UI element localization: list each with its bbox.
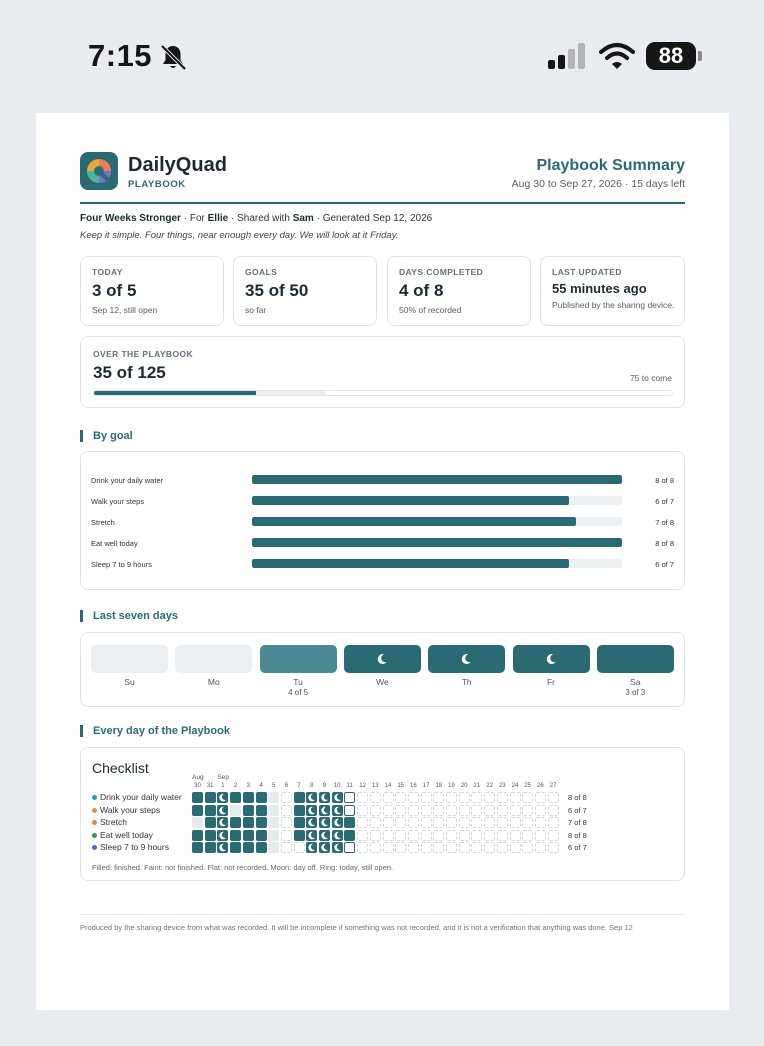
- day-cell: [522, 805, 533, 816]
- habit-dot: [92, 833, 97, 838]
- day-cell: [522, 842, 533, 853]
- day-cell: [421, 792, 432, 803]
- day-cell: [205, 817, 216, 828]
- day-cell: [535, 830, 546, 841]
- day-cell: [281, 830, 292, 841]
- checklist-title: Checklist: [92, 760, 149, 776]
- date-label: 10: [333, 783, 341, 789]
- stat-card-last-updated: LAST UPDATED 55 minutes ago Published by the sharing device.: [540, 256, 685, 326]
- day-cell: [548, 842, 559, 853]
- day-cell: [408, 805, 419, 816]
- day-cell: [459, 805, 470, 816]
- day-cell: [471, 830, 482, 841]
- date-label: 15: [397, 783, 405, 789]
- day-cell: [217, 805, 228, 816]
- by-goal-heading: By goal: [80, 430, 133, 442]
- day-cell: [484, 792, 495, 803]
- day-cell: [471, 817, 482, 828]
- day-cell: [205, 830, 216, 841]
- moon-icon: [545, 653, 557, 665]
- date-label: 14: [384, 783, 392, 789]
- overall-progress-bar: [93, 390, 673, 396]
- day-cell: [497, 842, 508, 853]
- day-cell: [408, 792, 419, 803]
- goal-count: 8 of 8: [655, 539, 674, 548]
- date-label: 17: [422, 783, 430, 789]
- habit-count: 6 of 7: [568, 843, 587, 853]
- day-cell: [332, 842, 343, 853]
- day-cell: [357, 792, 368, 803]
- day-cell: [395, 830, 406, 841]
- date-label: 20: [460, 783, 468, 789]
- habit-name: Sleep 7 to 9 hours: [100, 842, 169, 853]
- goal-bar: [252, 559, 622, 568]
- day-cell: [446, 817, 457, 828]
- day-cell: [383, 792, 394, 803]
- day-cell: [433, 842, 444, 853]
- moon-icon: [333, 806, 342, 815]
- date-label: 7: [297, 783, 301, 789]
- day-cell: [243, 842, 254, 853]
- day-cell: [230, 805, 241, 816]
- goal-bar: [252, 475, 622, 484]
- day-cell: [306, 830, 317, 841]
- goal-name: Walk your steps: [91, 497, 145, 506]
- day-cell: [370, 842, 381, 853]
- day-label: Tu: [293, 677, 303, 687]
- goal-bar-fill: [252, 475, 622, 484]
- goal-name: Stretch: [91, 518, 115, 527]
- day-cell: [230, 817, 241, 828]
- header-divider: [80, 202, 685, 204]
- day-cell: [306, 842, 317, 853]
- day-cell: [319, 805, 330, 816]
- date-label: 16: [410, 783, 417, 789]
- day-cell: [332, 817, 343, 828]
- day-cell: [421, 830, 432, 841]
- day-cell: [459, 792, 470, 803]
- day-cell: [192, 842, 203, 853]
- footer-note: Produced by the sharing device from what was recorded. It will be incomplete if something was not recorded, and it is not a verification that anything was done. Sep 12: [80, 914, 685, 932]
- moon-icon: [320, 793, 329, 802]
- habit-dot: [92, 845, 97, 850]
- moon-icon: [333, 843, 342, 852]
- day-cell: [408, 830, 419, 841]
- battery-level: 88: [646, 42, 696, 70]
- goal-name: Drink your daily water: [91, 476, 164, 485]
- habit-name: Drink your daily water: [100, 792, 182, 802]
- date-label: 3: [246, 783, 250, 789]
- moon-icon: [307, 818, 316, 827]
- date-label: 19: [448, 783, 455, 789]
- date-label: 27: [549, 783, 557, 789]
- day-cell: [294, 792, 305, 803]
- moon-icon: [333, 818, 342, 827]
- day-cell: [217, 842, 228, 853]
- date-range: Aug 30 to Sep 27, 2026 · 15 days left: [511, 178, 685, 190]
- day-label: Sa: [630, 677, 641, 687]
- moon-icon: [218, 831, 227, 840]
- goal-count: 6 of 7: [655, 497, 674, 506]
- program-name: Four Weeks Stronger: [80, 213, 181, 224]
- app-subtitle: PLAYBOOK: [128, 179, 186, 190]
- goal-name: Sleep 7 to 9 hours: [91, 560, 152, 569]
- overall-card: [80, 336, 685, 408]
- goal-name: Eat well today: [91, 539, 138, 548]
- day-cell: [421, 842, 432, 853]
- day-cell: [446, 792, 457, 803]
- day-cell: [383, 817, 394, 828]
- month-label: Sep: [217, 774, 229, 781]
- day-cell: [510, 792, 521, 803]
- day-box: [260, 645, 337, 673]
- day-cell: [395, 792, 406, 803]
- day-cell: [256, 817, 267, 828]
- day-cell: [370, 805, 381, 816]
- day-cell: [332, 830, 343, 841]
- date-label: 1: [221, 783, 225, 789]
- day-cell: [294, 830, 305, 841]
- day-cell: [243, 792, 254, 803]
- day-cell: [497, 830, 508, 841]
- moon-icon: [333, 831, 342, 840]
- moon-icon: [307, 793, 316, 802]
- moon-icon: [320, 806, 329, 815]
- day-cell: [548, 817, 559, 828]
- day-cell: [548, 830, 559, 841]
- goal-count: 8 of 8: [655, 476, 674, 485]
- day-cell: [383, 842, 394, 853]
- shared-name: Sam: [292, 213, 314, 224]
- moon-icon: [320, 843, 329, 852]
- day-cell: [217, 817, 228, 828]
- day-cell: [510, 830, 521, 841]
- day-cell: [268, 842, 279, 853]
- day-cell: [459, 842, 470, 853]
- day-cell: [484, 817, 495, 828]
- date-label: 30: [194, 783, 201, 789]
- day-cell: [357, 805, 368, 816]
- day-cell: [535, 817, 546, 828]
- date-label: 9: [322, 783, 327, 789]
- day-cell: [344, 830, 355, 841]
- habit-count: 8 of 8: [568, 830, 587, 840]
- day-cell: [510, 805, 521, 816]
- day-cell: [357, 830, 368, 841]
- day-box: [513, 645, 590, 673]
- day-cell: [205, 842, 216, 853]
- moon-icon: [307, 831, 316, 840]
- summary-title: Playbook Summary: [536, 157, 685, 174]
- day-box: [597, 645, 674, 673]
- day-cell: [306, 792, 317, 803]
- goal-bar-fill: [252, 559, 569, 568]
- day-cell: [548, 805, 559, 816]
- day-cell: [370, 830, 381, 841]
- moon-icon: [218, 793, 227, 802]
- day-label: We: [376, 677, 389, 687]
- day-cell: [484, 830, 495, 841]
- date-label: 23: [498, 783, 506, 789]
- habit-dot: [92, 820, 97, 825]
- day-cell: [230, 830, 241, 841]
- day-cell: [497, 792, 508, 803]
- date-label: 22: [486, 783, 493, 789]
- day-label: Su: [124, 677, 135, 687]
- bell-muted-icon: [158, 42, 188, 72]
- day-cell: [217, 830, 228, 841]
- day-cell: [548, 792, 559, 803]
- day-cell: [192, 830, 203, 841]
- moon-icon: [218, 806, 227, 815]
- day-cell: [256, 842, 267, 853]
- date-label: 24: [511, 783, 519, 789]
- day-count: 4 of 5: [288, 688, 309, 697]
- day-cell: [294, 842, 305, 853]
- day-cell: [433, 817, 444, 828]
- day-cell: [281, 805, 292, 816]
- status-bar: [0, 0, 764, 112]
- day-cell: [268, 817, 279, 828]
- goal-bar: [252, 517, 622, 526]
- habit-count: 8 of 8: [568, 793, 587, 802]
- date-label: 21: [473, 783, 481, 789]
- goal-bar-fill: [252, 496, 569, 505]
- day-cell: [471, 792, 482, 803]
- month-label: Aug: [192, 774, 204, 781]
- habit-count: 7 of 8: [568, 818, 587, 828]
- day-cell: [205, 792, 216, 803]
- day-cell: [471, 805, 482, 816]
- habit-count: 6 of 7: [568, 805, 587, 815]
- day-cell: [433, 792, 444, 803]
- every-day-heading: Every day of the Playbook: [80, 725, 230, 737]
- day-cell: [370, 817, 381, 828]
- day-cell: [395, 817, 406, 828]
- day-cell: [268, 830, 279, 841]
- habit-dot: [92, 808, 97, 813]
- meta-line: Four Weeks Stronger · For Ellie · Shared with Sam · Generated Sep 12, 2026: [80, 213, 433, 224]
- stat-card-today: TODAY 3 of 5 Sep 12, still open: [80, 256, 224, 326]
- status-time: 7:15: [88, 38, 153, 73]
- day-cell: [256, 805, 267, 816]
- stat-card-days-completed: DAYS COMPLETED 4 of 8 50% of recorded: [387, 256, 531, 326]
- day-cell: [383, 805, 394, 816]
- day-cell: [268, 792, 279, 803]
- day-cell: [459, 830, 470, 841]
- day-label: Th: [461, 677, 472, 687]
- day-box: [344, 645, 421, 673]
- day-cell: [217, 792, 228, 803]
- day-cell: [535, 792, 546, 803]
- day-cell: [522, 792, 533, 803]
- goal-bar: [252, 538, 622, 547]
- for-name: Ellie: [207, 213, 229, 224]
- habit-name: Eat well today: [100, 829, 153, 840]
- wifi-icon: [599, 42, 635, 72]
- day-cell: [471, 842, 482, 853]
- date-label: 5: [272, 783, 276, 789]
- date-label: 8: [310, 783, 314, 789]
- day-cell: [319, 817, 330, 828]
- day-cell: [395, 842, 406, 853]
- day-cell: [522, 817, 533, 828]
- day-cell: [421, 817, 432, 828]
- moon-icon: [218, 818, 227, 827]
- goal-count: 6 of 7: [655, 560, 674, 569]
- moon-icon: [460, 653, 472, 665]
- summary-page: [36, 113, 729, 1010]
- day-cell: [421, 805, 432, 816]
- day-cell: [306, 805, 317, 816]
- day-cell: [484, 805, 495, 816]
- day-cell: [243, 817, 254, 828]
- day-label: Mo: [207, 677, 220, 687]
- day-cell: [446, 830, 457, 841]
- day-cell: [408, 842, 419, 853]
- day-cell: [484, 842, 495, 853]
- day-cell: [192, 817, 203, 828]
- moon-icon: [307, 806, 316, 815]
- day-cell: [535, 842, 546, 853]
- date-label: 4: [259, 783, 263, 789]
- day-cell: [344, 792, 355, 803]
- day-cell: [268, 805, 279, 816]
- day-cell: [395, 805, 406, 816]
- moon-icon: [333, 793, 342, 802]
- moon-icon: [320, 818, 329, 827]
- day-cell: [446, 805, 457, 816]
- by-goal-card: [80, 451, 685, 590]
- day-cell: [344, 805, 355, 816]
- overall-value: 35 of 125: [93, 363, 166, 382]
- goal-bar-fill: [252, 517, 576, 526]
- generated-date: · Generated Sep 12, 2026: [313, 213, 433, 224]
- day-cell: [332, 792, 343, 803]
- date-label: 18: [435, 783, 443, 789]
- day-cell: [192, 792, 203, 803]
- day-cell: [510, 842, 521, 853]
- last-seven-card: [80, 632, 685, 707]
- day-cell: [281, 817, 292, 828]
- day-cell: [319, 792, 330, 803]
- checklist-legend: Filled: finished. Faint: not finished. Flat: not recorded. Moon: day off. Ring: today, still open.: [92, 863, 394, 872]
- day-cell: [497, 805, 508, 816]
- day-cell: [294, 817, 305, 828]
- moon-icon: [320, 831, 329, 840]
- overall-remaining: 75 to come: [629, 373, 672, 383]
- date-label: 11: [346, 783, 353, 789]
- motto: Keep it simple. Four things, near enough every day. We will look at it Friday.: [80, 230, 399, 241]
- day-cell: [230, 842, 241, 853]
- day-cell: [281, 792, 292, 803]
- battery-icon: [646, 42, 702, 70]
- day-cell: [256, 792, 267, 803]
- day-box: [428, 645, 505, 673]
- day-box: [175, 645, 252, 673]
- day-cell: [433, 830, 444, 841]
- last-seven-heading: Last seven days: [80, 610, 178, 622]
- day-cell: [319, 830, 330, 841]
- date-label: 2: [233, 783, 238, 789]
- moon-icon: [218, 843, 227, 852]
- day-cell: [497, 817, 508, 828]
- habit-name: Walk your steps: [100, 804, 161, 815]
- day-cell: [294, 805, 305, 816]
- day-cell: [433, 805, 444, 816]
- date-label: 26: [537, 783, 544, 789]
- day-cell: [357, 817, 368, 828]
- date-label: 13: [371, 783, 379, 789]
- app-name: DailyQuad: [128, 154, 227, 176]
- checklist-card: [80, 747, 685, 881]
- day-cell: [243, 805, 254, 816]
- day-cell: [256, 830, 267, 841]
- day-cell: [332, 805, 343, 816]
- day-cell: [281, 842, 292, 853]
- day-cell: [370, 792, 381, 803]
- cellular-signal-icon: [548, 42, 588, 72]
- day-label: Fr: [546, 677, 556, 687]
- date-label: 25: [524, 783, 532, 789]
- goal-bar-fill: [252, 538, 622, 547]
- day-cell: [446, 842, 457, 853]
- day-cell: [522, 830, 533, 841]
- day-cell: [243, 830, 254, 841]
- day-cell: [535, 805, 546, 816]
- date-label: 31: [206, 783, 214, 789]
- day-cell: [192, 805, 203, 816]
- day-count: 3 of 3: [625, 688, 646, 697]
- day-cell: [319, 842, 330, 853]
- day-cell: [344, 842, 355, 853]
- day-cell: [510, 817, 521, 828]
- day-cell: [344, 817, 355, 828]
- goal-count: 7 of 8: [655, 518, 674, 527]
- day-cell: [205, 805, 216, 816]
- dailyquad-logo-icon: [80, 152, 118, 190]
- day-cell: [230, 792, 241, 803]
- habit-name: Stretch: [100, 817, 127, 828]
- day-cell: [459, 817, 470, 828]
- date-label: 6: [284, 783, 289, 789]
- habit-dot: [92, 795, 97, 800]
- day-cell: [408, 817, 419, 828]
- moon-icon: [376, 653, 388, 665]
- overall-label: OVER THE PLAYBOOK: [93, 349, 194, 359]
- day-cell: [383, 830, 394, 841]
- moon-icon: [307, 843, 316, 852]
- day-box: [91, 645, 168, 673]
- goal-bar: [252, 496, 622, 505]
- date-label: 12: [359, 783, 366, 789]
- day-cell: [357, 842, 368, 853]
- stat-card-goals: GOALS 35 of 50 so far: [233, 256, 377, 326]
- day-cell: [306, 817, 317, 828]
